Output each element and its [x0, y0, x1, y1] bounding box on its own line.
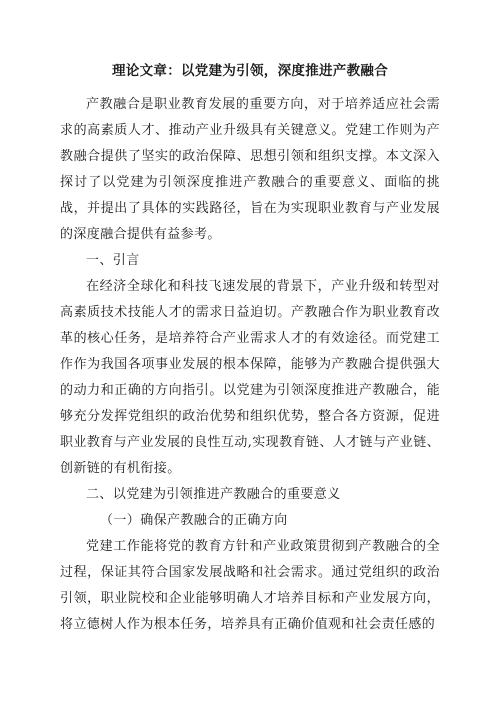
section-heading-significance: 二、以党建为引领推进产教融合的重要意义: [86, 487, 341, 502]
direction-paragraph: 党建工作能将党的教育方针和产业政策贯彻到产教融合的全过程，保证其符合国家发展战略和社会需求。通过党组织的政治引领，职业院校和企业能够明确人才培养目标和产业发展方向，将立德树人作为根本任务，培养具有正确价值观和社会责任感的: [60, 539, 440, 632]
section-heading-introduction: 一、引言: [86, 253, 140, 268]
introduction-paragraph: 在经济全球化和科技飞速发展的背景下，产业升级和转型对高素质技术技能人才的需求日益迫切。产教融合作为职业教育改革的核心任务，是培养符合产业需求人才的有效途径。而党建工作作为我国各项事业发展的根本保障，能够为产教融合提供强大的动力和正确的方向指引。以党建为引领深度推进产教融合，能够充分发挥党组织的政治优势和组织优势，整合各方资源，促进职业教育与产业发展的良性互动,实现教育链、人才链与产业链、创新链的有机衔接。: [60, 279, 440, 476]
abstract-paragraph: 产教融合是职业教育发展的重要方向，对于培养适应社会需求的高素质人才、推动产业升级具有关键意义。党建工作则为产教融合提供了坚实的政治保障、思想引领和组织支撑。本文深入探讨了以党建为引领深度推进产教融合的重要意义、面临的挑战，并提出了具体的实践路径，旨在为实现职业教育与产业发展的深度融合提供有益参考。: [60, 97, 440, 242]
document-title: 理论文章：以党建为引领，深度推进产教融合: [112, 63, 388, 79]
subsection-heading-direction: （一）确保产教融合的正确方向: [100, 513, 288, 528]
